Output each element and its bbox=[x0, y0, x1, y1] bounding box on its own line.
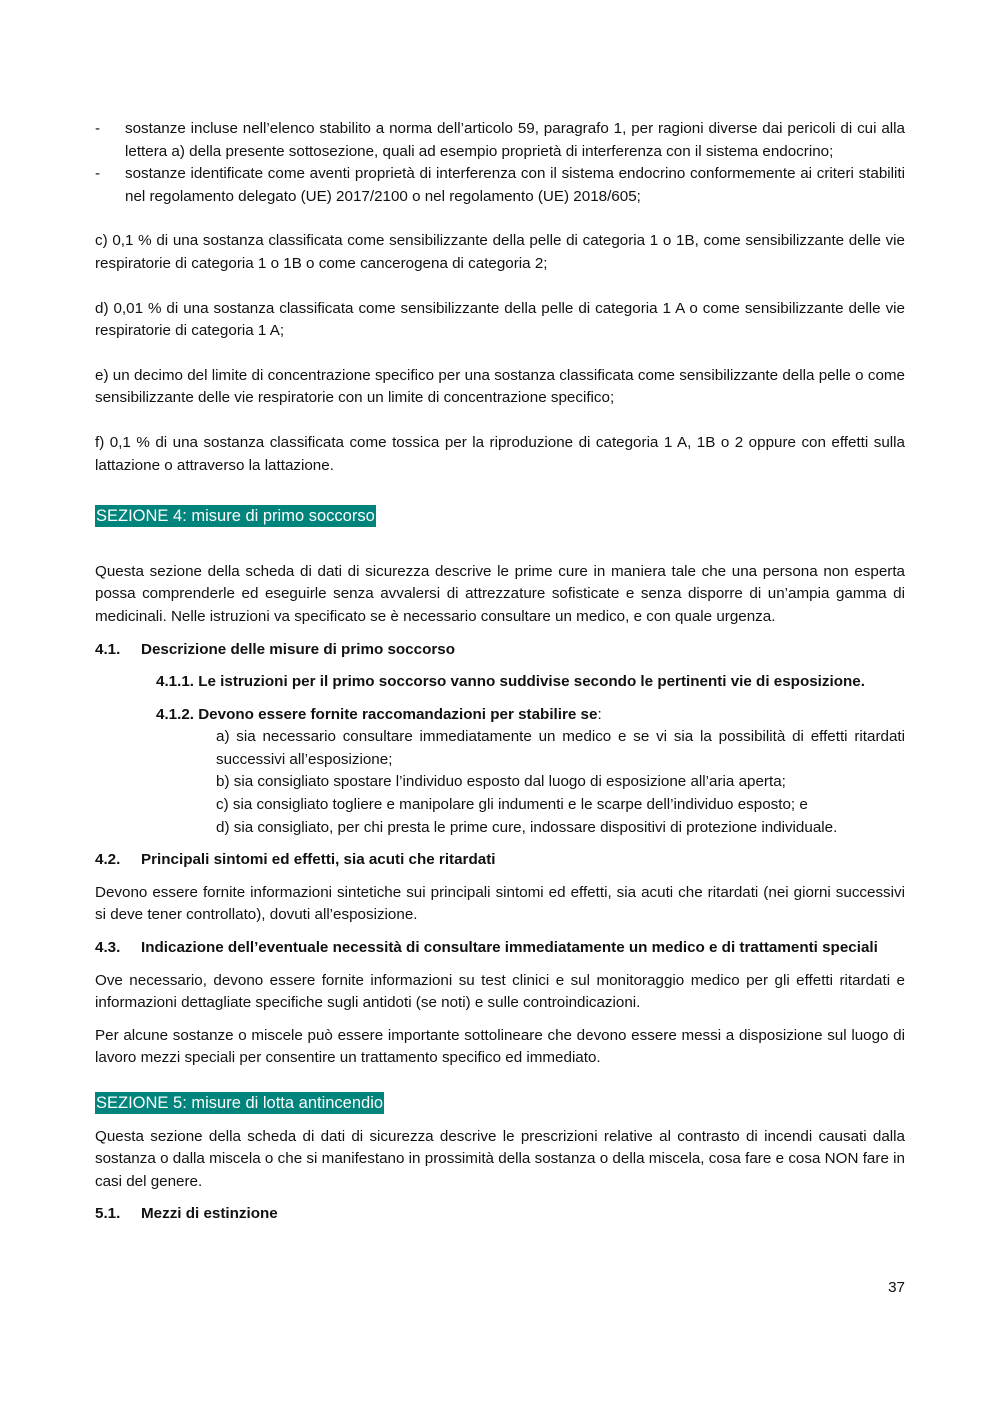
section-5-intro: Questa sezione della scheda di dati di sicurezza descrive le prescrizioni relative al contrasto di incendi causati dalla sostanza o dalla miscela o che si manifestano in prossimità della sostanza o della miscela, cosa fare e cosa NON fare in casi del genere. bbox=[95, 1127, 905, 1190]
bullet-dash: - bbox=[95, 165, 101, 183]
list-item: a) sia necessario consultare immediatamente un medico e se vi sia la possibilità di effetti ritardati successivi all’esposizione; bbox=[216, 728, 905, 768]
list-item: d) sia consigliato, per chi presta le prime cure, indossare dispositivi di protezione individuale. bbox=[216, 818, 838, 836]
page-number: 37 bbox=[888, 1279, 905, 1296]
bullet-dash: - bbox=[95, 120, 101, 137]
heading-number: 5.1. bbox=[95, 1205, 121, 1223]
list-item: b) sia consigliato spostare l’individuo esposto dal luogo di esposizione all’aria aperta; bbox=[216, 773, 786, 791]
heading-title: Principali sintomi ed effetti, sia acuti che ritardati bbox=[141, 851, 496, 869]
item-e: e) un decimo del limite di concentrazione specifico per una sostanza classificata come sensibilizzante della pelle o come sensibilizzante delle vie respiratorie con un limite di concentrazione specifico; bbox=[95, 366, 905, 407]
subheading-colon: : bbox=[597, 705, 602, 723]
item-c: c) 0,1 % di una sostanza classificata come sensibilizzante della pelle di categoria 1 o 1B, come sensibilizzante delle vie respiratorie di categoria 1 o 1B o come cancerogena di categoria 2; bbox=[95, 232, 905, 272]
section-5-heading: SEZIONE 5: misure di lotta antincendio bbox=[96, 1094, 384, 1112]
paragraph-4-3-b: Per alcune sostanze o miscele può essere importante sottolineare che devono essere messi a disposizione sul luogo di lavoro mezzi speciali per consentire un trattamento specifico ed immediato. bbox=[95, 1026, 905, 1067]
subheading-bold: 4.1.2. Devono essere fornite raccomandazioni per stabilire se bbox=[156, 705, 598, 723]
list-item: c) sia consigliato togliere e manipolare gli indumenti e le scarpe dell’individuo esposto; e bbox=[216, 796, 808, 814]
heading-title: Indicazione dell’eventuale necessità di consultare immediatamente un medico e di trattamenti speciali bbox=[141, 939, 878, 957]
subheading-4-1-2 bbox=[156, 704, 905, 727]
paragraph-4-3-a: Ove necessario, devono essere fornite informazioni su test clinici e sul monitoraggio medico per gli effetti ritardati e informazioni dettagliate specifiche sugli antidoti (se noti) e sulle controindicazioni. bbox=[95, 971, 905, 1012]
heading-number: 4.2. bbox=[95, 851, 121, 869]
document-page bbox=[95, 118, 905, 1226]
heading-4-2 bbox=[95, 849, 905, 872]
bullet-text: sostanze incluse nell’elenco stabilito a norma dell’articolo 59, paragrafo 1, per ragioni diverse dai pericoli di cui alla lettera a) della presente sottosezione, quali ad esempio proprietà di interferenza con il sistema endocrino; bbox=[125, 120, 905, 160]
heading-title: Descrizione delle misure di primo soccorso bbox=[141, 640, 455, 658]
heading-number: 4.3. bbox=[95, 939, 121, 957]
heading-title: Mezzi di estinzione bbox=[141, 1205, 278, 1223]
section-4-intro: Questa sezione della scheda di dati di sicurezza descrive le prime cure in maniera tale che una persona non esperta possa comprenderle ed eseguirle senza avvalersi di attrezzature sofisticate e senza disporre di un’ampia gamma di medicinali. Nelle istruzioni va specificato se è necessario consultare un medico, e con quale urgenza. bbox=[95, 562, 905, 625]
paragraph-4-2: Devono essere fornite informazioni sintetiche sui principali sintomi ed effetti, sia acuti che ritardati (nei giorni successivi si deve tener controllato), dovuti all’esposizione. bbox=[95, 883, 905, 924]
section-4-heading: SEZIONE 4: misure di primo soccorso bbox=[96, 507, 375, 526]
bullet-item bbox=[95, 163, 905, 208]
recommendation-list bbox=[216, 726, 905, 839]
heading-4-1 bbox=[95, 639, 905, 662]
bullet-item bbox=[95, 118, 905, 163]
heading-number: 4.1. bbox=[95, 640, 121, 658]
heading-5-1 bbox=[95, 1203, 905, 1226]
subheading-4-1-1: 4.1.1. Le istruzioni per il primo soccorso vanno suddivise secondo le pertinenti vie di esposizione. bbox=[156, 673, 865, 691]
item-d: d) 0,01 % di una sostanza classificata come sensibilizzante della pelle di categoria 1 A o come sensibilizzante delle vie respiratorie di categoria 1 A; bbox=[95, 299, 905, 340]
bullet-text: sostanze identificate come aventi proprietà di interferenza con il sistema endocrino conformemente ai criteri stabiliti nel regolamento delegato (UE) 2017/2100 o nel regolamento (UE) 2018/605; bbox=[125, 165, 905, 205]
item-f: f) 0,1 % di una sostanza classificata come tossica per la riproduzione di categoria 1 A, 1B o 2 oppure con effetti sulla lattazione o attraverso la lattazione. bbox=[95, 433, 905, 474]
heading-4-3 bbox=[95, 937, 905, 960]
